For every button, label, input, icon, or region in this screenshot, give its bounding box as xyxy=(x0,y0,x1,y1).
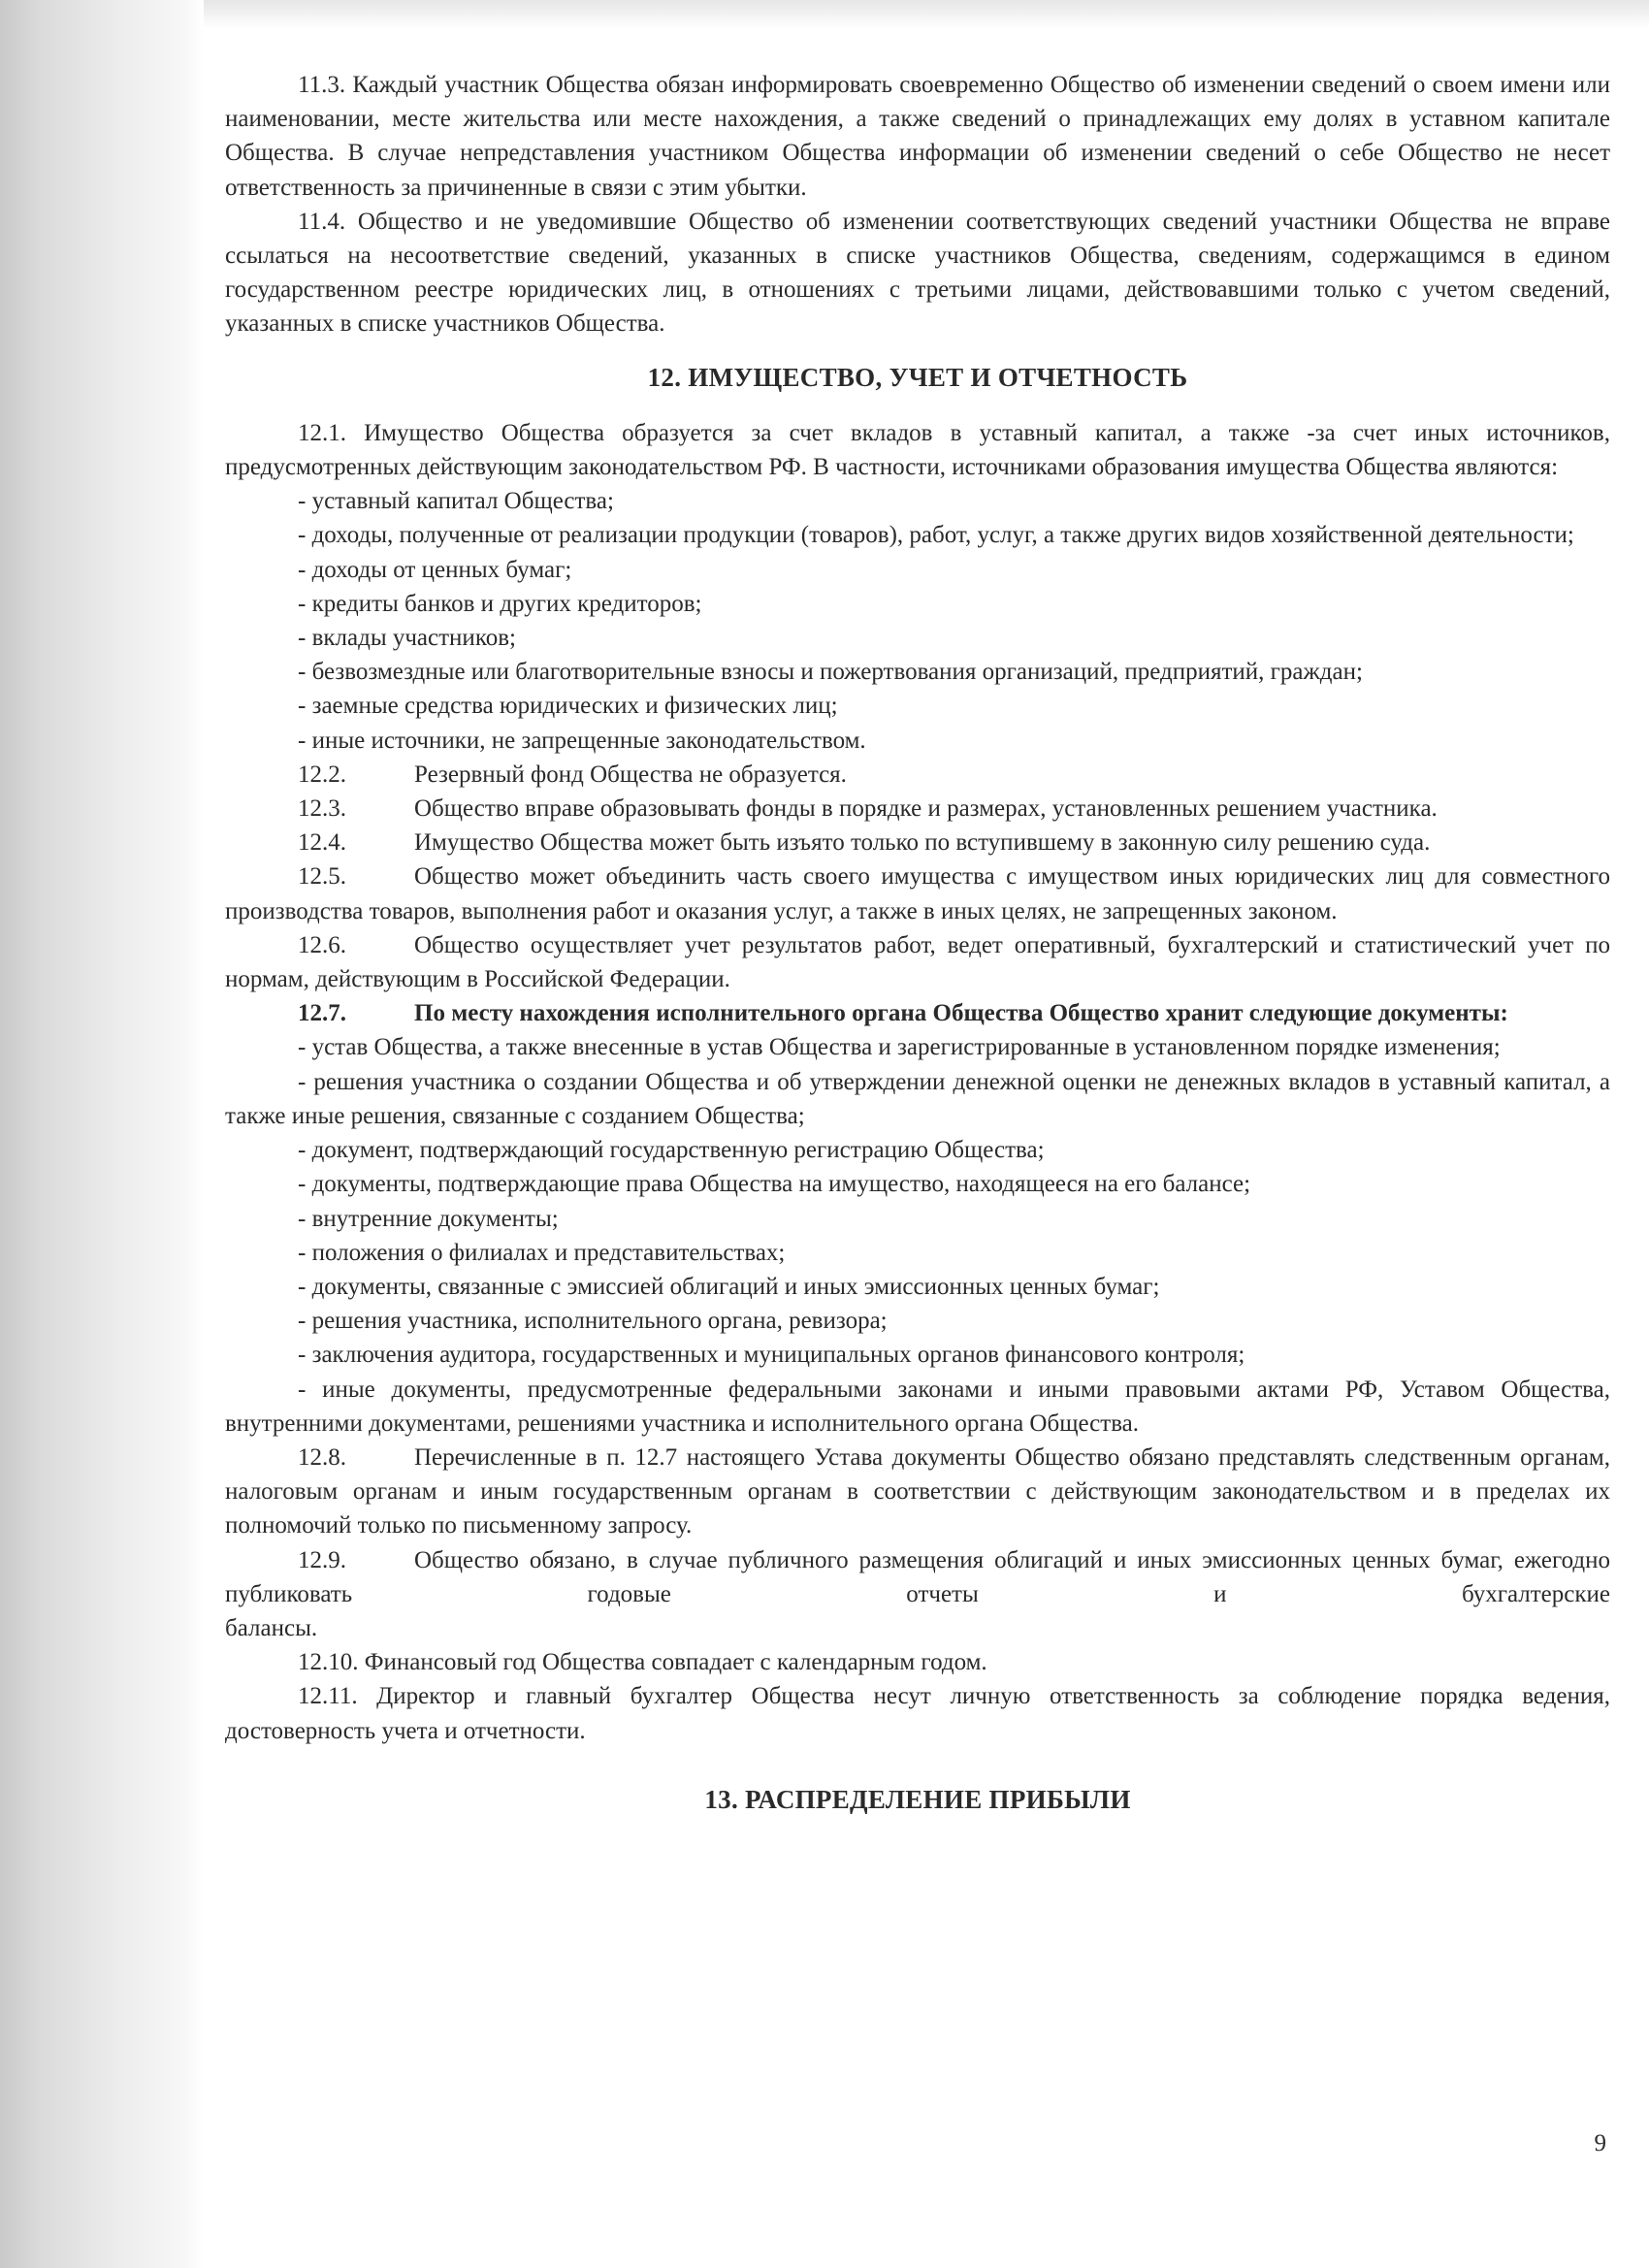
list-item: - заключения аудитора, государственных и муниципальных органов финансового контроля; xyxy=(298,1342,1245,1369)
clause-number: 12.2. xyxy=(298,761,346,788)
clause-text: Имущество Общества может быть изъято только по вступившему в законную силу решению суда. xyxy=(414,829,1431,857)
clause-text: Общество вправе образовывать фонды в порядке и размерах, установленных решением участника. xyxy=(414,795,1438,823)
clause-12-11: 12.11. Директор и главный бухгалтер Общества несут личную ответственность за соблюдение порядка ведения, достоверность учета и отчетности. xyxy=(225,1683,1610,1744)
clause-number: 12.3. xyxy=(298,795,346,823)
clause-text: Общество осуществляет учет результатов работ, ведет оперативный, бухгалтерский и статистический учет по нормам, действующим в Российской Федерации. xyxy=(225,931,1610,993)
clause-12-9-continuation: балансы. xyxy=(225,1614,318,1641)
list-item: - решения участника, исполнительного органа, ревизора; xyxy=(298,1308,888,1335)
clause-12-5 xyxy=(225,859,1610,927)
list-item: - уставный капитал Общества; xyxy=(298,488,614,515)
clause-12-3 xyxy=(225,792,1610,826)
list-item: - документы, подтверждающие права Общества на имущество, находящееся на его балансе; xyxy=(298,1171,1251,1198)
clause-12-2 xyxy=(225,758,1610,792)
list-item: - внутренние документы; xyxy=(298,1205,559,1232)
list-item: - иные источники, не запрещенные законодательством. xyxy=(298,727,866,754)
clause-12-7 xyxy=(225,996,1610,1030)
section-13-heading: 13. РАСПРЕДЕЛЕНИЕ ПРИБЫЛИ xyxy=(704,1784,1131,1814)
list-item: - решения участника о создании Общества и об утверждении денежной оценки не денежных вкладов в уставный капитал, а также иные решения, связанные с созданием Общества; xyxy=(225,1068,1610,1129)
page-number: 9 xyxy=(1594,2130,1606,2156)
list-item: - заемные средства юридических и физических лиц; xyxy=(298,693,838,720)
clause-12-10: 12.10. Финансовый год Общества совпадает с календарным годом. xyxy=(298,1649,987,1676)
list-item: - кредиты банков и других кредиторов; xyxy=(298,590,702,617)
clause-number: 12.8. xyxy=(298,1443,346,1471)
clause-11-3: 11.3. Каждый участник Общества обязан информировать своевременно Общество об изменении сведений о своем имени или наименовании, месте жительства или месте нахождения, а также сведений о принадлежащих ему долях в уставном капитале Общества. В случае непредставления участником Общества информации об изменении сведений о себе Общество не несет ответственность за причиненные в связи с этим убытки. xyxy=(225,72,1610,201)
list-item: - документ, подтверждающий государственную регистрацию Общества; xyxy=(298,1137,1045,1164)
list-item: - безвозмездные или благотворительные взносы и пожертвования организаций, предприятий, граждан; xyxy=(298,659,1363,686)
clause-12-9 xyxy=(225,1543,1610,1611)
clause-12-8 xyxy=(225,1441,1610,1543)
clause-number: 12.5. xyxy=(298,863,346,891)
list-item: - документы, связанные с эмиссией облигаций и иных эмиссионных ценных бумаг; xyxy=(298,1273,1160,1300)
clause-text: Перечисленные в п. 12.7 настоящего Устава документы Общество обязано представлять следственным органам, налоговым органам и иным государственным органам в соответствии с действующим законодательством и в пределах их полномочий только по письменному запросу. xyxy=(225,1443,1610,1539)
clause-number: 12.6. xyxy=(298,931,346,958)
clause-11-4: 11.4. Общество и не уведомившие Общество об изменении соответствующих сведений участники Общества не вправе ссылаться на несоответствие сведений, указанных в списке участников Общества, сведениям, содержащимся в едином государственном реестре юридических лиц, в отношениях с третьими лицами, действовавшими только с учетом сведений, указанных в списке участников Общества. xyxy=(225,208,1610,338)
clause-12-4 xyxy=(225,826,1610,859)
clause-number: 12.4. xyxy=(298,829,346,857)
list-item: - положения о филиалах и представительствах; xyxy=(298,1239,786,1266)
scan-left-edge xyxy=(0,0,204,2268)
scan-top-edge xyxy=(204,0,1649,29)
clause-number: 12.9. xyxy=(298,1546,346,1573)
clause-text: Общество может объединить часть своего имущества с имуществом иных юридических лиц для совместного производства товаров, выполнения работ и оказания услуг, а также в иных целях, не запрещенных законом. xyxy=(225,863,1610,924)
document-page xyxy=(225,68,1610,1817)
clause-text: По месту нахождения исполнительного органа Общества Общество хранит следующие документы: xyxy=(414,1000,1508,1027)
list-item: - доходы, полученные от реализации продукции (товаров), работ, услуг, а также других видов хозяйственной деятельности; xyxy=(298,522,1574,549)
clause-text: Резервный фонд Общества не образуется. xyxy=(414,761,847,788)
clause-text: Общество обязано, в случае публичного размещения облигаций и иных эмиссионных ценных бумаг, ежегодно публиковать годовые отчеты и бухгалтерские xyxy=(225,1546,1610,1607)
section-12-heading: 12. ИМУЩЕСТВО, УЧЕТ И ОТЧЕТНОСТЬ xyxy=(647,362,1188,392)
clause-12-1: 12.1. Имущество Общества образуется за счет вкладов в уставный капитал, а также -за счет иных источников, предусмотренных действующим законодательством РФ. В частности, источниками образования имущества Общества являются: xyxy=(225,419,1610,481)
list-item: - иные документы, предусмотренные федеральными законами и иными правовыми актами РФ, Уставом Общества, внутренними документами, решениями участника и исполнительного органа Общества. xyxy=(225,1376,1610,1437)
list-item: - устав Общества, а также внесенные в устав Общества и зарегистрированные в установленном порядке изменения; xyxy=(298,1034,1501,1061)
list-item: - доходы от ценных бумаг; xyxy=(298,556,572,583)
list-item: - вклады участников; xyxy=(298,625,516,652)
clause-number: 12.7. xyxy=(298,1000,346,1027)
clause-12-6 xyxy=(225,928,1610,996)
